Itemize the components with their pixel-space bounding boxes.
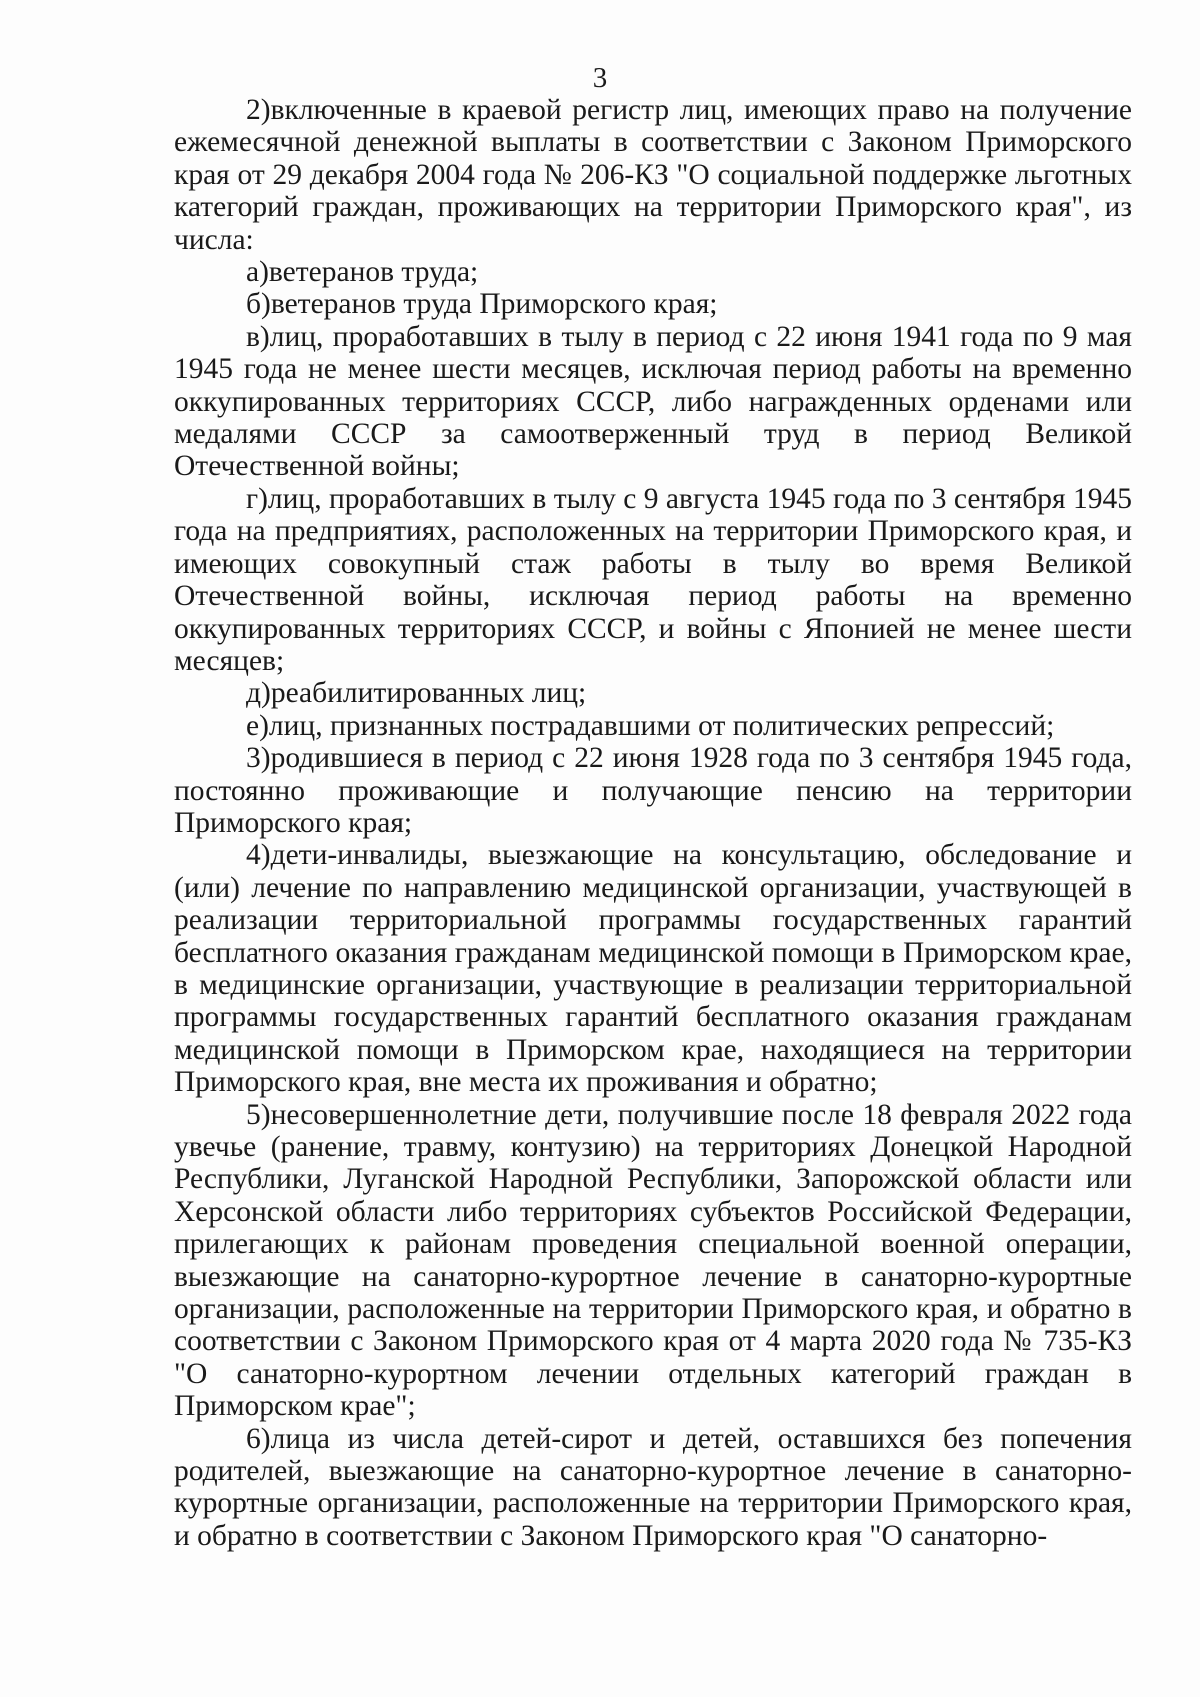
paragraph-item-3: 3)родившиеся в период с 22 июня 1928 года по 3 сентября 1945 года, постоянно проживающие и получающие пенсию на территории Приморского края; (174, 742, 1132, 839)
paragraph-subitem-g: г)лиц, проработавших в тылу с 9 августа 1945 года по 3 сентября 1945 года на предприятиях, расположенных на территории Приморского края, и имеющих совокупный стаж работы в тылу во время Великой Отечественной войны, исключая период работы на временно оккупированных территориях СССР, и войны с Японией не менее шести месяцев; (174, 482, 1132, 677)
paragraph-subitem-a: а)ветеранов труда; (246, 256, 479, 289)
paragraph-subitem-b: б)ветеранов труда Приморского края; (246, 288, 718, 321)
paragraph-item-2: 2)включенные в краевой регистр лиц, имеющих право на получение ежемесячной денежной выплаты в соответствии с Законом Приморского края от 29 декабря 2004 года № 206-КЗ "О социальной поддержке льготных категорий граждан, проживающих на территории Приморского края", из числа: (174, 94, 1132, 256)
paragraph-item-6: 6)лица из числа детей-сирот и детей, оставшихся без попечения родителей, выезжающие на санаторно-курортное лечение в санаторно-курортные организации, расположенные на территории Приморского края, и обратно в соответствии с Законом Приморского края "О санаторно- (174, 1422, 1132, 1552)
paragraph-subitem-d: д)реабилитированных лиц; (246, 677, 587, 710)
page-number: 3 (592, 62, 608, 94)
paragraph-item-5: 5)несовершеннолетние дети, получившие после 18 февраля 2022 года увечье (ранение, травму, контузию) на территориях Донецкой Народной Республики, Луганской Народной Республики, Запорожской области или Херсонской области либо территориях субъектов Российской Федерации, прилегающих к районам проведения специальной военной операции, выезжающие на санаторно-курортное лечение в санаторно-курортные организации, расположенные на территории Приморского края, и обратно в соответствии с Законом Приморского края от 4 марта 2020 года № 735-КЗ "О санаторно-курортном лечении отдельных категорий граждан в Приморском крае"; (174, 1098, 1132, 1423)
document-body (174, 94, 1132, 1552)
paragraph-item-4: 4)дети-инвалиды, выезжающие на консультацию, обследование и (или) лечение по направлению медицинской организации, участвующей в реализации территориальной программы государственных гарантий бесплатного оказания гражданам медицинской помощи в Приморском крае, в медицинские организации, участвующие в реализации территориальной программы государственных гарантий бесплатного оказания гражданам медицинской помощи в Приморском крае, находящиеся на территории Приморского края, вне места их проживания и обратно; (174, 839, 1132, 1099)
paragraph-subitem-v: в)лиц, проработавших в тылу в период с 22 июня 1941 года по 9 мая 1945 года не менее шести месяцев, исключая период работы на временно оккупированных территориях СССР, либо награжденных орденами или медалями СССР за самоотверженный труд в период Великой Отечественной войны; (174, 320, 1132, 483)
paragraph-subitem-e: е)лиц, признанных пострадавшими от политических репрессий; (246, 709, 1055, 742)
